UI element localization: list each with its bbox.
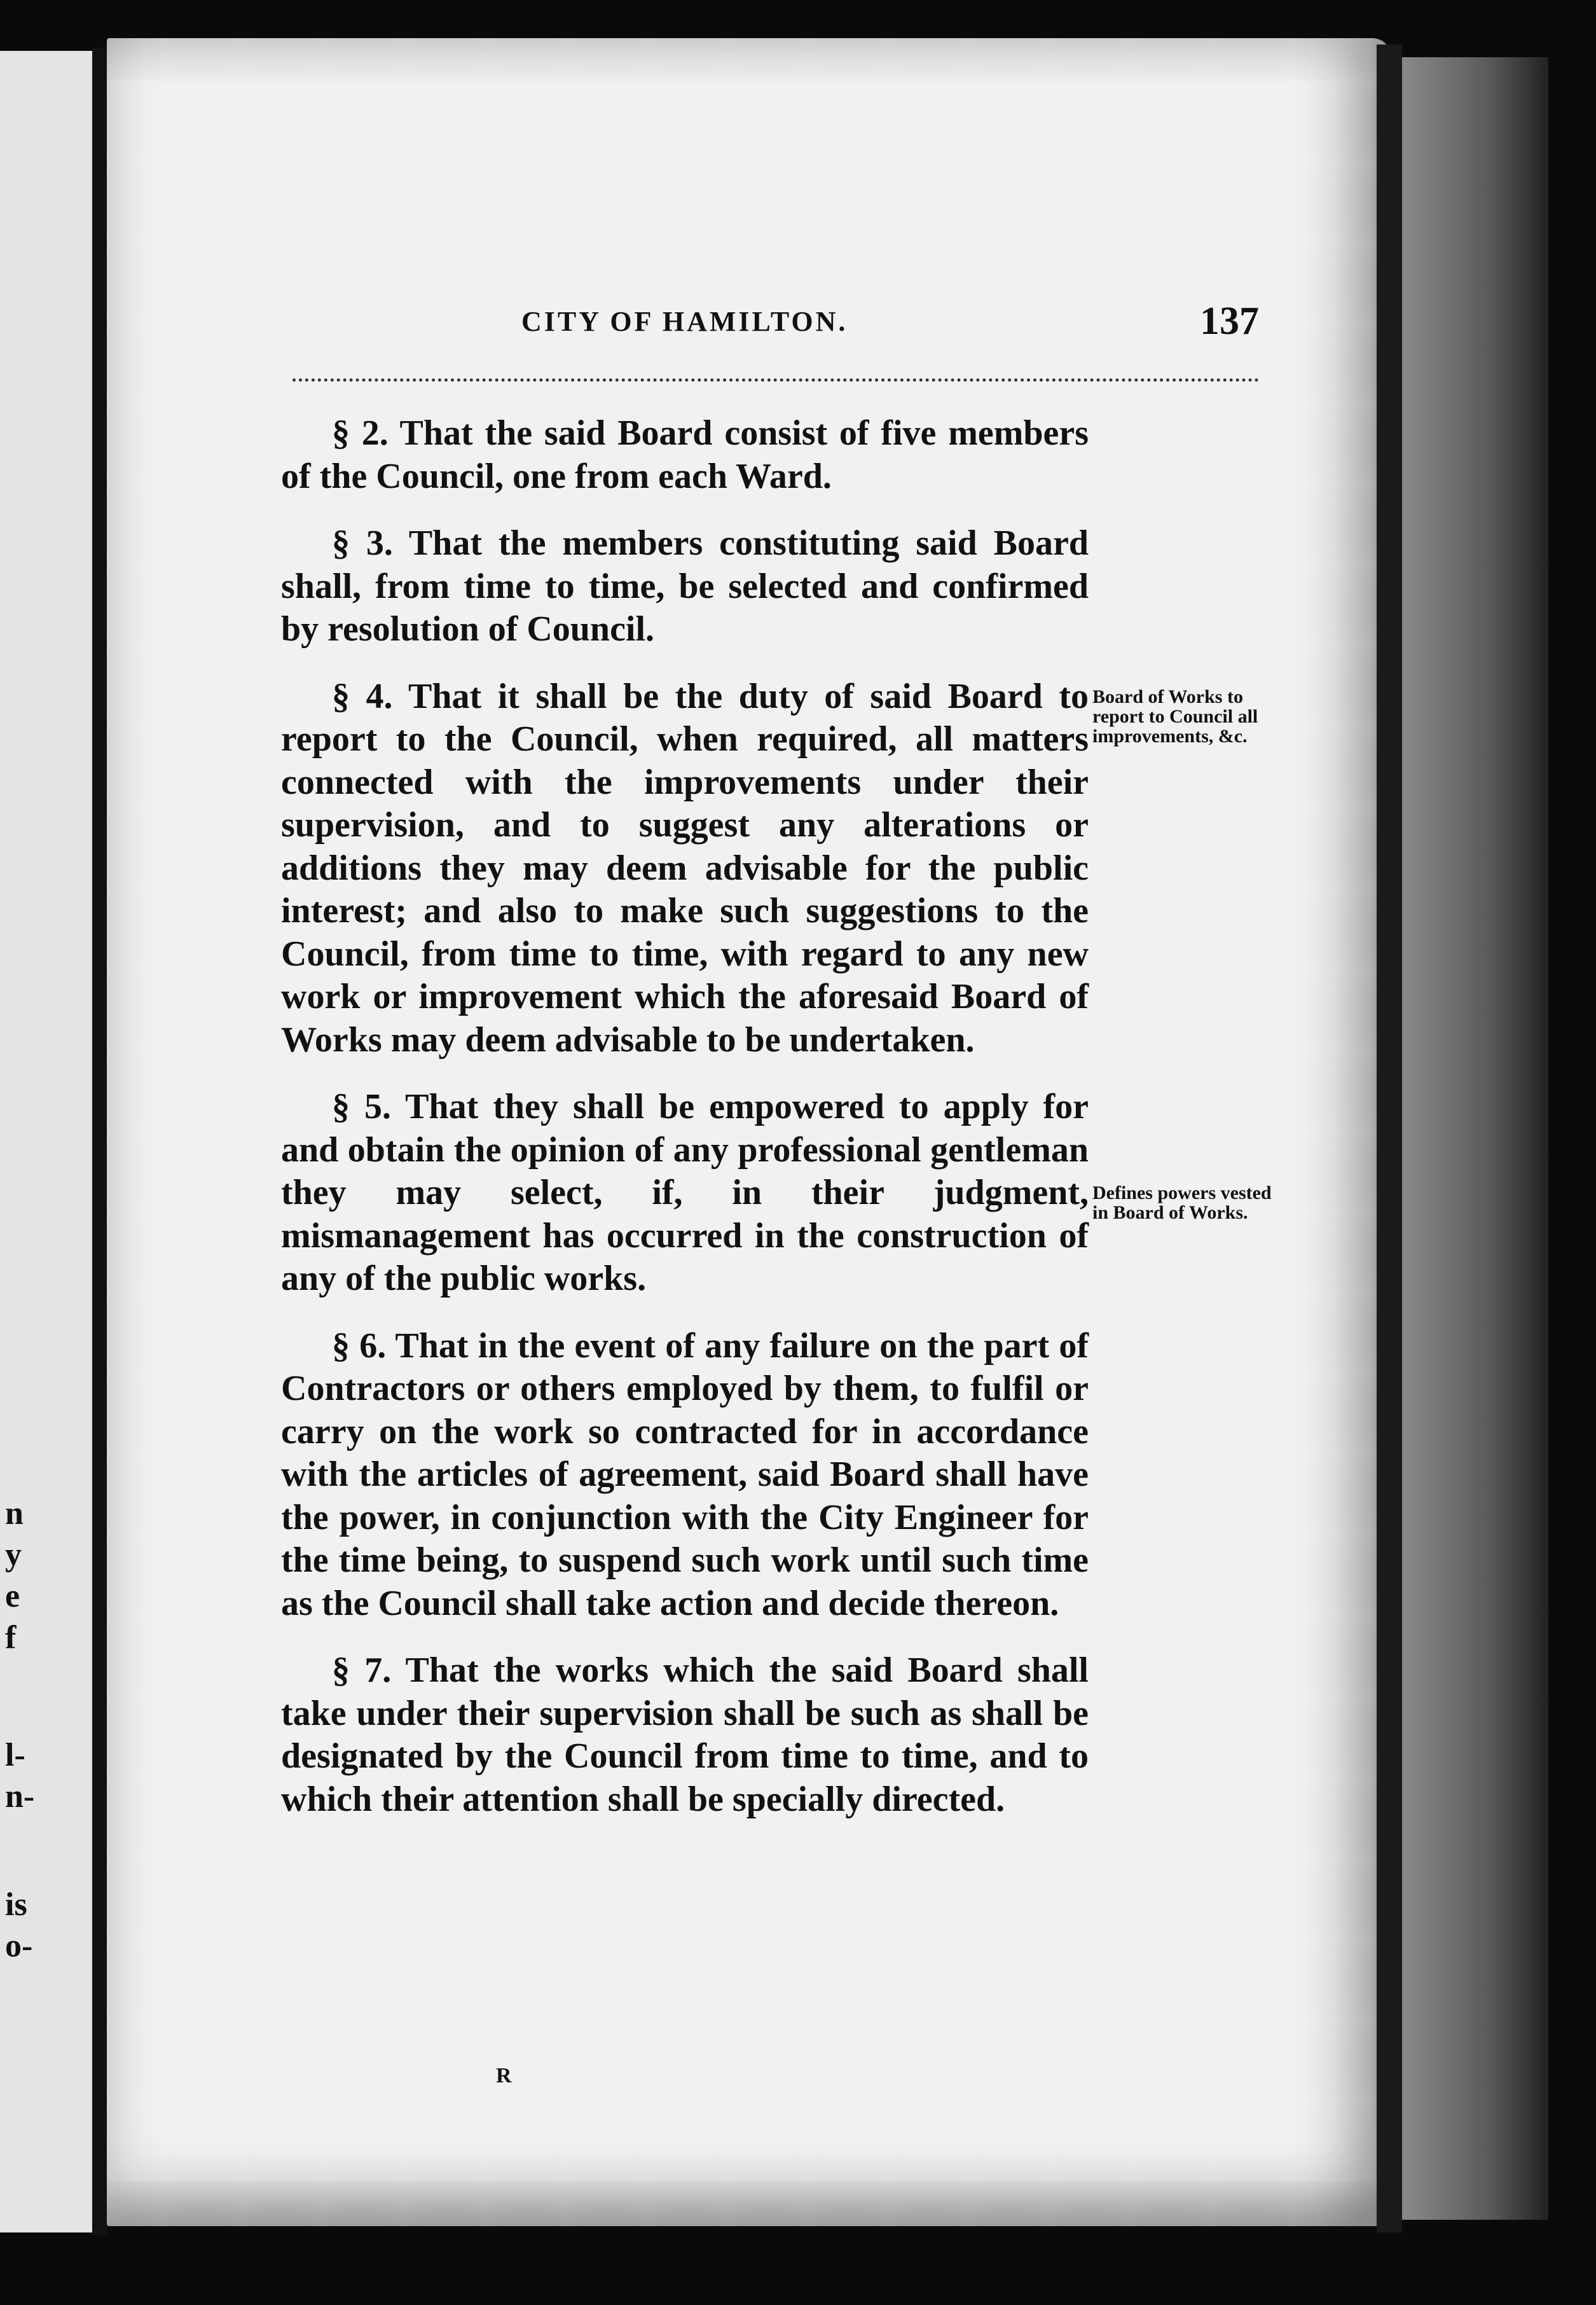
book-gutter xyxy=(92,48,107,2236)
signature-mark: R xyxy=(496,2064,512,2087)
adjacent-left-page xyxy=(0,51,95,2232)
header-dotted-rule xyxy=(292,378,1259,382)
left-fragment: f xyxy=(5,1619,17,1656)
left-fragment: l- xyxy=(5,1737,25,1773)
right-page-edge xyxy=(1402,57,1548,2220)
left-fragment: is xyxy=(5,1886,27,1923)
section-7: § 7. That the works which the said Board shall take under their supervision shall be such as shall be designated by the Council from time to time, and to which their attention shall be specially directed. xyxy=(281,1651,1089,1819)
section-5: § 5. That they shall be empowered to apply for and obtain the opinion of any professional gentleman they may select, if, in their judgment, mismanagement has occurred in the construction of any of the public works. xyxy=(281,1087,1089,1298)
page-header xyxy=(292,299,1259,356)
page-number: 137 xyxy=(1200,300,1259,343)
left-fragment: e xyxy=(5,1578,20,1614)
page-fold-shadow xyxy=(1377,45,1402,2232)
sidenote-defines-powers: Defines powers vested in Board of Works. xyxy=(1092,1182,1272,1223)
section-3: § 3. That the members constituting said Board shall, from time to time, be selected and confirmed by resolution of Council. xyxy=(281,523,1089,649)
section-4: § 4. That it shall be the duty of said Board to report to the Council, when required, all matters connected with the improvements under their supervision, and to suggest any alterations or additions they may deem advisable for the public interest; and also to make such suggestions to the Council, from time to time, with regard to any new work or improvement which the aforesaid Board of Works may deem advisable to be undertaken. xyxy=(281,676,1089,1060)
left-fragment: n- xyxy=(5,1778,35,1815)
running-title: CITY OF HAMILTON. xyxy=(521,306,848,337)
body-text xyxy=(281,412,1089,1845)
section-6: § 6. That in the event of any failure on the part of Contractors or others employed by them, to fulfil or carry on the work so contracted for in accordance with the articles of agreement, said Board shall have the power, in conjunction with the City Engineer for the time being, to suspend such work until such time as the Council shall take action and decide thereon. xyxy=(281,1326,1089,1623)
section-2: § 2. That the said Board consist of five members of the Council, one from each Ward. xyxy=(281,413,1089,496)
left-fragment: n xyxy=(5,1495,24,1532)
sidenote-board-of-works-report: Board of Works to report to Council all improvements, &c. xyxy=(1092,686,1258,747)
left-fragment: o- xyxy=(5,1928,33,1964)
left-fragment: y xyxy=(5,1537,22,1573)
